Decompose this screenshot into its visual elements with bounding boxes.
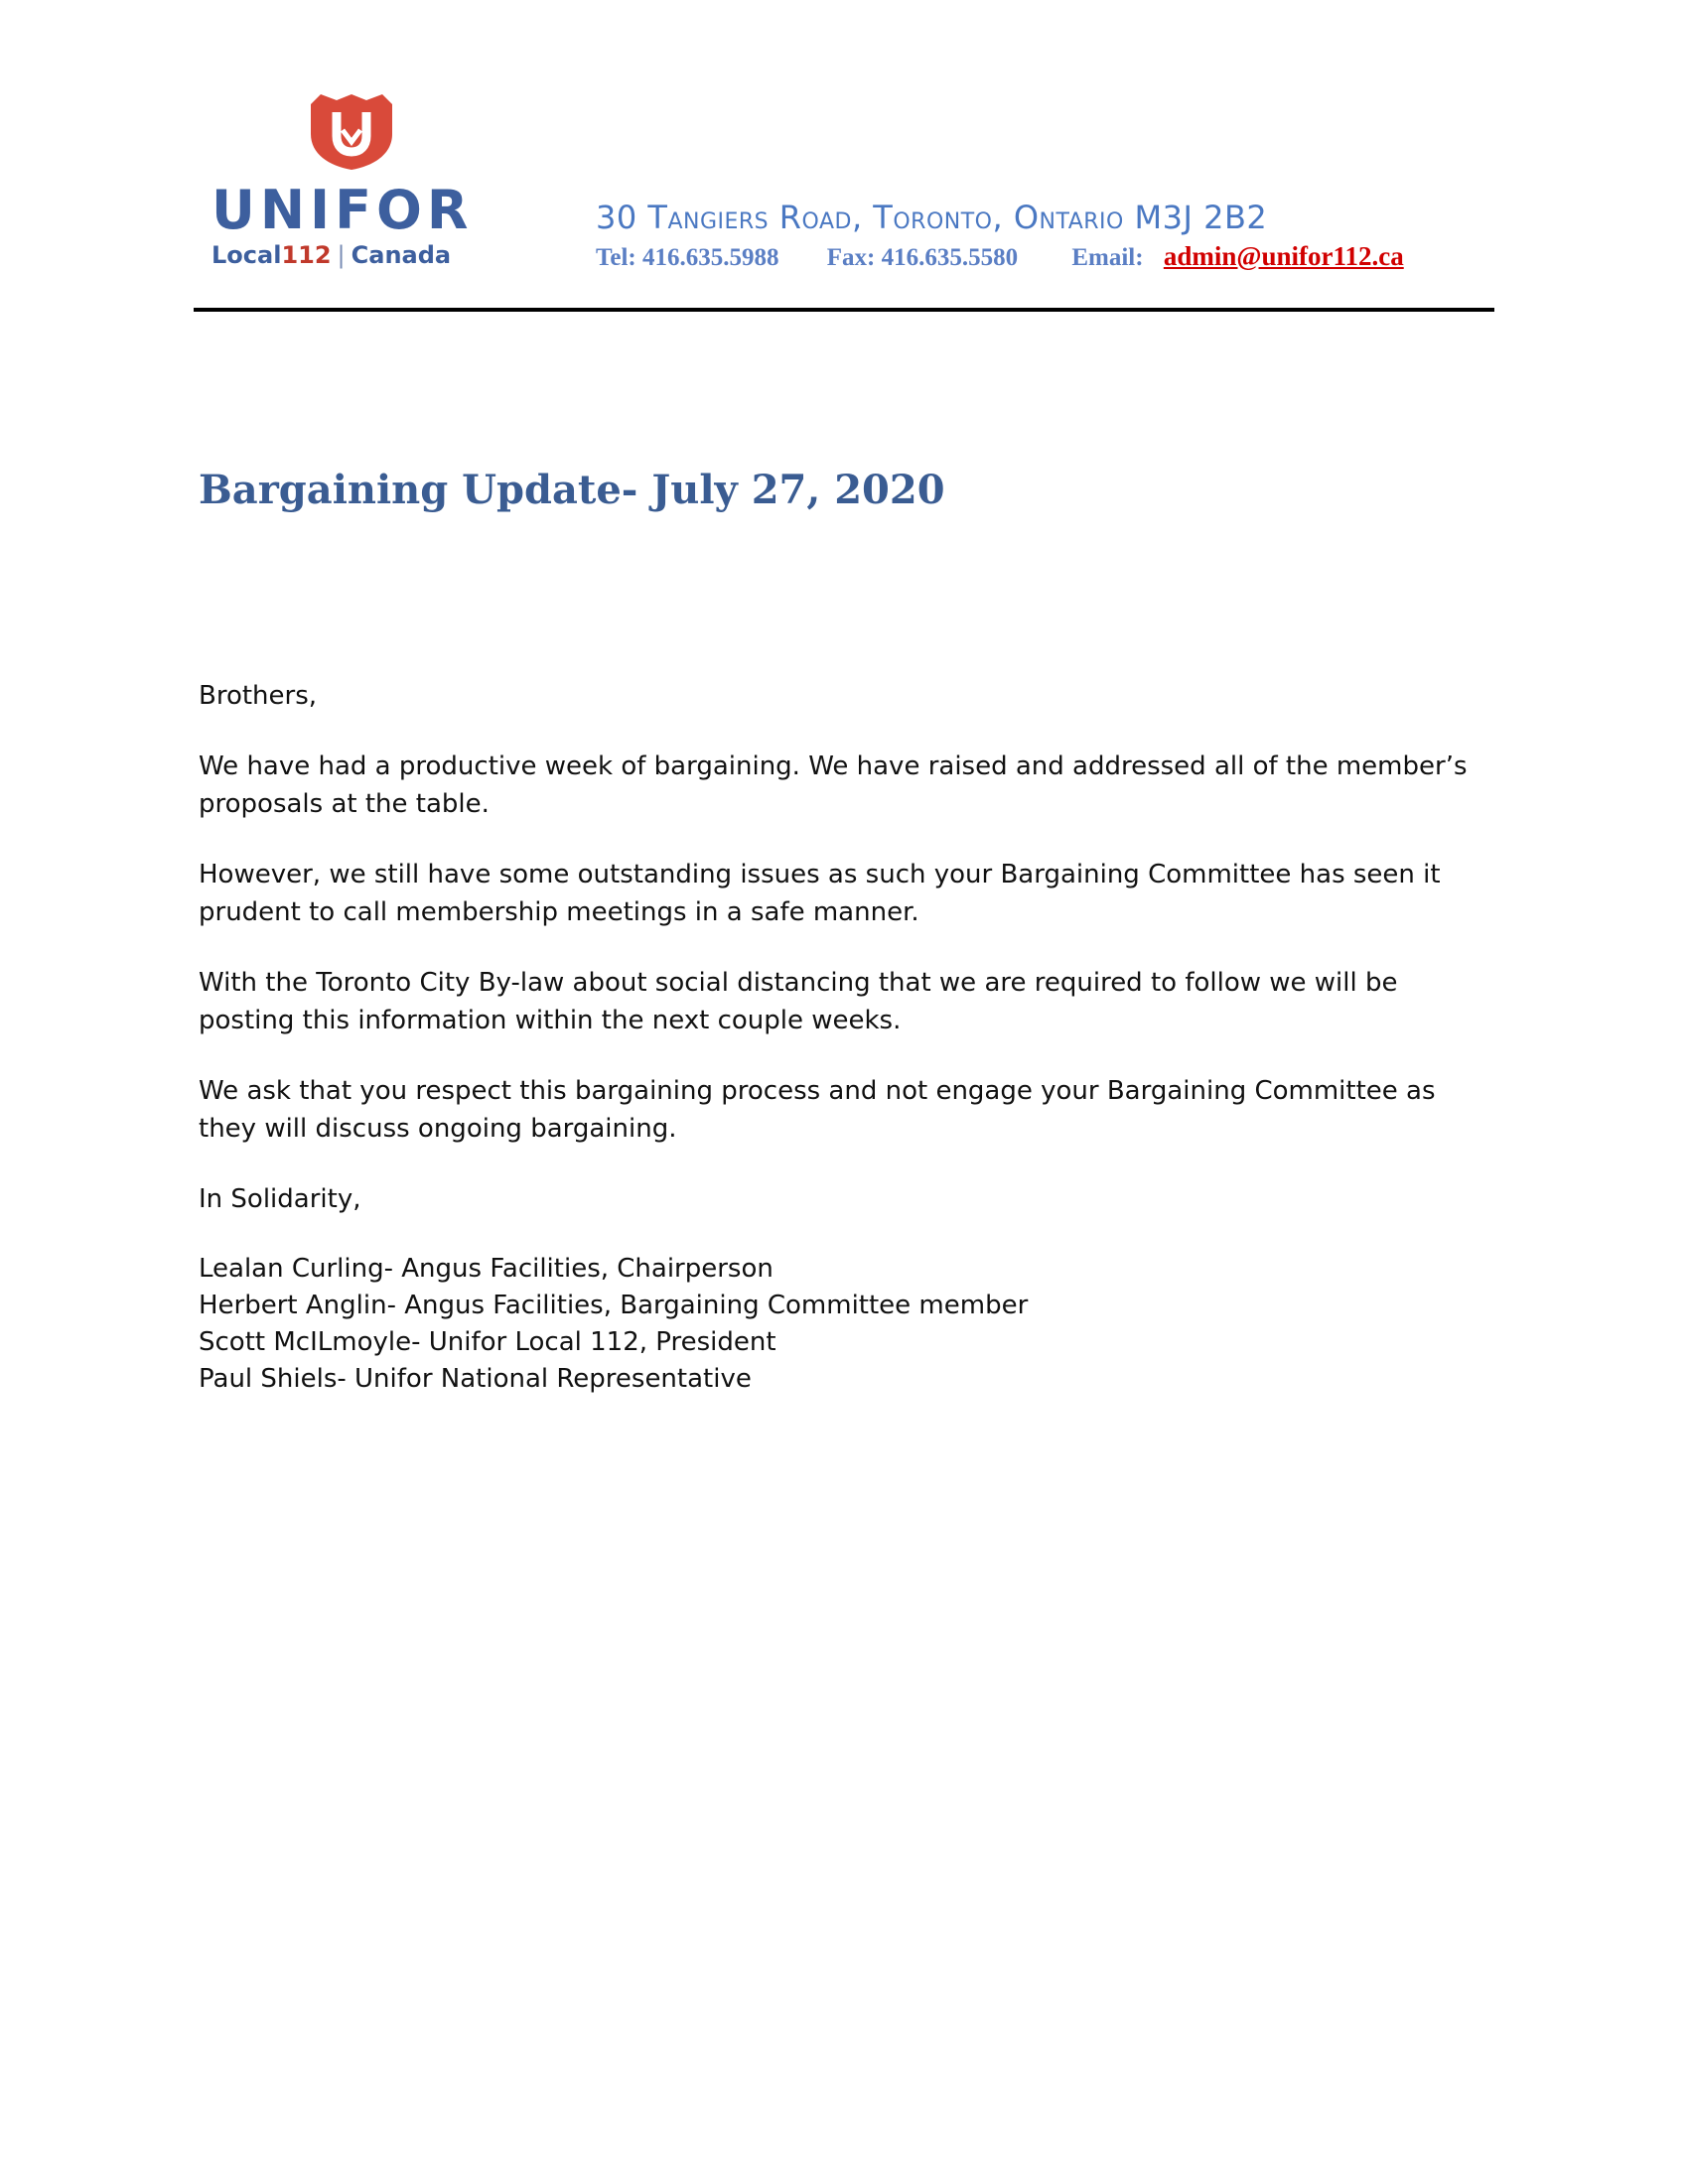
letter-body [199, 677, 1489, 1398]
signatory: Paul Shiels- Unifor National Representative [199, 1364, 752, 1394]
logo-separator: | [337, 241, 346, 269]
contact-line [596, 243, 1404, 270]
logo-local-number: 112 [281, 241, 332, 269]
address-line: 30 Tangiers Road, Toronto, Ontario M3J 2B2 [596, 199, 1268, 236]
signatory: Lealan Curling- Angus Facilities, Chairperson [199, 1254, 774, 1284]
fax: Fax: 416.635.5580 [826, 244, 1019, 271]
email-label: Email: [1071, 244, 1144, 271]
paragraph: We ask that you respect this bargaining process and not engage your Bargaining Committee as they will discuss ongoing bargaining. [199, 1076, 1436, 1144]
signatory: Herbert Anglin- Angus Facilities, Bargaining Committee member [199, 1291, 1029, 1320]
signatory: Scott McILmoyle- Unifor Local 112, President [199, 1327, 776, 1357]
letterhead [194, 84, 1494, 313]
paragraph: However, we still have some outstanding issues as such your Bargaining Committee has seen it prudent to call membership meetings in a safe manner. [199, 860, 1441, 927]
logo-wordmark: UNIFOR [211, 179, 474, 241]
logo-local-label: Local [211, 241, 282, 269]
header-divider [194, 308, 1494, 312]
paragraph: We have had a productive week of bargaining. We have raised and addressed all of the member’s proposals at the table. [199, 751, 1468, 819]
salutation: Brothers, [199, 681, 318, 711]
email-link[interactable]: admin@unifor112.ca [1163, 241, 1404, 271]
logo-subtitle [211, 243, 451, 267]
unifor-shield-icon [307, 90, 396, 172]
unifor-logo [211, 84, 480, 283]
telephone: Tel: 416.635.5988 [596, 244, 779, 271]
document-title: Bargaining Update- July 27, 2020 [199, 467, 945, 513]
signatory-list [199, 1251, 1489, 1398]
paragraph: With the Toronto City By-law about social distancing that we are required to follow we will be posting this information within the next couple weeks. [199, 968, 1398, 1035]
logo-country: Canada [351, 241, 452, 269]
closing: In Solidarity, [199, 1184, 361, 1214]
